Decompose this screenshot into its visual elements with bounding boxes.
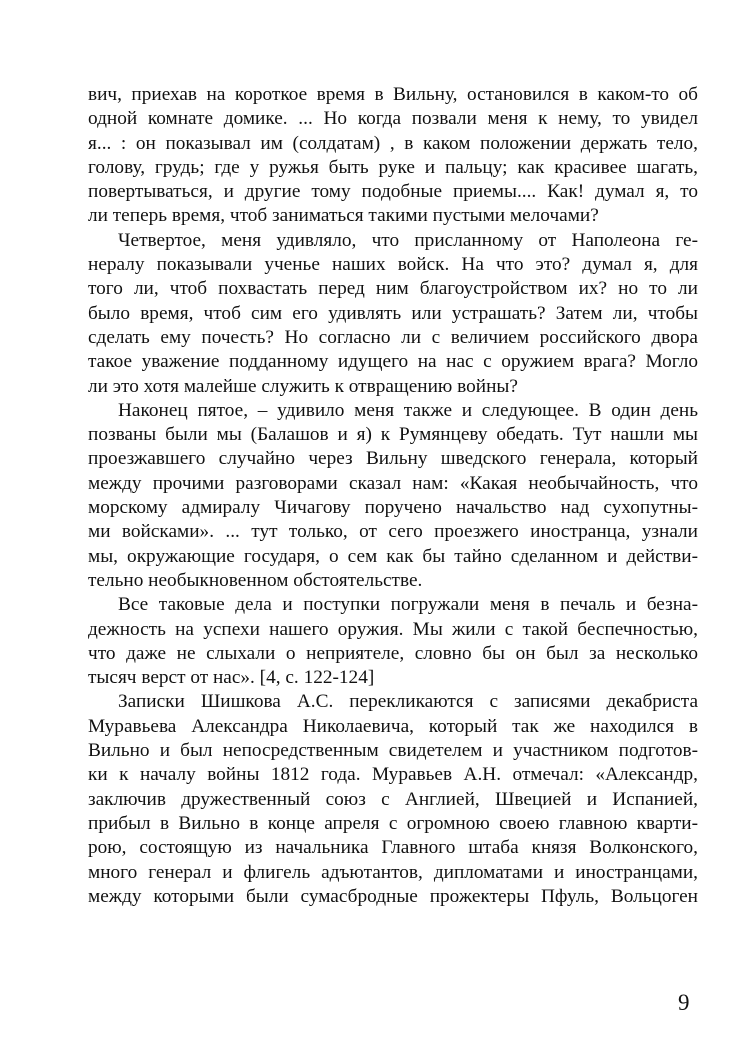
text-line: было время, чтоб сим его удивлять или устрашать? Затем ли, чтобы bbox=[88, 302, 698, 324]
text-line: такое уважение подданному идущего на нас с оружием врага? Могло bbox=[88, 351, 698, 373]
text-line: Четвертое, меня удивляло, что присланному от Наполеона ге- bbox=[118, 229, 698, 251]
text-line: морскому адмиралу Чичагову поручено начальство над сухопутны- bbox=[88, 497, 698, 519]
page-text bbox=[88, 83, 698, 909]
paragraph-1 bbox=[88, 83, 698, 229]
text-line: между прочими разговорами сказал нам: «Какая необычайность, что bbox=[88, 472, 698, 494]
text-line: прибыл в Вильно в конце апреля с огромною своею главною кварти- bbox=[88, 812, 698, 834]
text-line: того ли, чтоб похвастать перед ним благоустройством их? но то ли bbox=[88, 278, 698, 300]
text-line: проезжавшего случайно через Вильну шведского генерала, который bbox=[88, 448, 698, 470]
text-line: ли это хотя малейше служить к отвращению войны? bbox=[88, 375, 518, 397]
text-line: голову, грудь; где у ружья быть руке и пальцу; как красивее шагать, bbox=[88, 156, 698, 178]
text-line: заключив дружественный союз с Англией, Швецией и Испанией, bbox=[88, 788, 698, 810]
paragraph-2 bbox=[88, 229, 698, 399]
paragraph-3 bbox=[88, 399, 698, 593]
text-line: сделать ему почесть? Но согласно ли с величием российского двора bbox=[88, 326, 698, 348]
text-line: дежность на успехи нашего оружия. Мы жили с такой беспечностью, bbox=[88, 618, 698, 640]
text-line: мы, окружающие государя, о сем как бы тайно сделанном и действи- bbox=[88, 545, 698, 567]
text-line: вич, приехав на короткое время в Вильну, остановился в каком-то об bbox=[88, 84, 698, 105]
paragraph-4 bbox=[88, 593, 698, 690]
text-line: Все таковые дела и поступки погружали меня в печаль и безна- bbox=[118, 594, 698, 616]
text-line: Записки Шишкова А.С. перекликаются с записями декабриста bbox=[118, 691, 698, 713]
text-line: тельно необыкновенном обстоятельстве. bbox=[88, 569, 423, 591]
text-line: повертываться, и другие тому подобные приемы.... Как! думал я, то bbox=[88, 181, 698, 203]
text-line: нералу показывали ученье наших войск. На что это? думал я, для bbox=[88, 254, 698, 276]
text-line: тысяч верст от нас». [4, с. 122-124] bbox=[88, 667, 375, 689]
paragraph-5 bbox=[88, 690, 698, 909]
text-line: ми войсками». ... тут только, от сего проезжего иностранца, узнали bbox=[88, 521, 698, 543]
text-line: ки к началу войны 1812 года. Муравьев А.Н. отмечал: «Александр, bbox=[88, 764, 698, 786]
text-line: между которыми были сумасбродные прожектеры Пфуль, Вольцоген bbox=[88, 885, 698, 907]
text-line: ли теперь время, чтоб заниматься такими пустыми мелочами? bbox=[88, 205, 599, 227]
text-line: я... : он показывал им (солдатам) , в каком положении держать тело, bbox=[88, 132, 698, 154]
page-number: 9 bbox=[678, 990, 690, 1015]
text-line: Вильно и был непосредственным свидетелем и участником подготов- bbox=[88, 740, 698, 762]
text-line: Наконец пятое, – удивило меня также и следующее. В один день bbox=[118, 399, 698, 421]
text-line: одной комнате домике. ... Но когда позвали меня к нему, то увидел bbox=[88, 108, 698, 130]
text-line: много генерал и флигель адъютантов, дипломатами и иностранцами, bbox=[88, 861, 698, 883]
text-line: что даже не слыхали о неприятеле, словно бы он был за несколько bbox=[88, 642, 698, 664]
text-line: рою, состоящую из начальника Главного штаба князя Волконского, bbox=[88, 837, 698, 859]
text-line: позваны были мы (Балашов и я) к Румянцеву обедать. Тут нашли мы bbox=[88, 424, 698, 446]
text-line: Муравьева Александра Николаевича, который так же находился в bbox=[88, 715, 698, 737]
